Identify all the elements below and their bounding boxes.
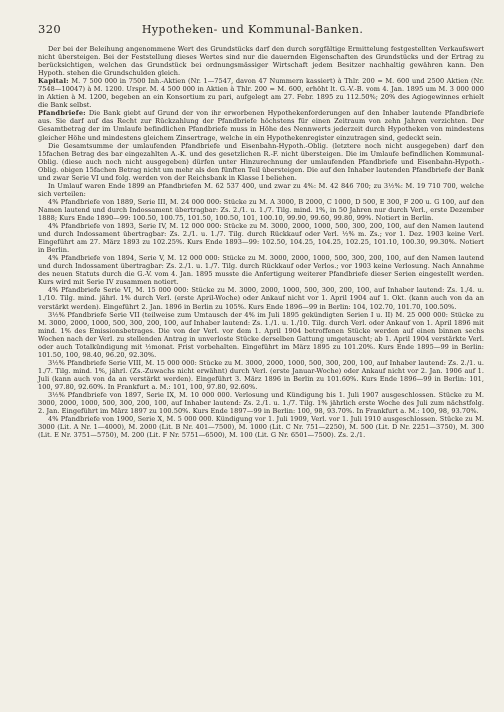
paragraph-series-viii	[38, 359, 484, 391]
paragraph-text: 4% Pfandbriefe von 1893, Serie IV, M. 12 000 000: Stücke zu M. 3000, 2000, 1000, 500, 300, 200, 100, auf den Namen lautend und durch Indossament übertragbar: Zs. 2./1. u. 1./7. Tilg. durch Rückkauf oder Verl. ½% m. Zs.; vor 1. Dez. 1903 keine Verl. Eingeführt am 27. März 1893 zu 102.25%. Kurs Ende 1893—99: 102.50, 104.25, 104.25, 102.25, 101.10, 100.30, 99.30%. Notiert in Berlin.	[38, 222, 484, 255]
paragraph-valuation	[38, 45, 484, 77]
body-text	[38, 45, 484, 439]
paragraph-series-vii	[38, 311, 484, 359]
paragraph-text: M. 7 500 000 in 7500 Inh.-Aktien (Nr. 1—7547, davon 47 Nummern kassiert) à Thlr. 200 = M. 600 und 2500 Aktien (Nr. 7548—10047) à M. 1200. Urspr. M. 4 500 000 in Aktien à Thlr. 200 = M. 600, erhöht lt. G.-V.-B. vom 4. Jan. 1895 um M. 3 000 000 in Aktien à M. 1200, begeben an ein Konsortium zu pari, aufgelegt am 27. Febr. 1895 zu 112.50%; 20% des Agiogewinnes erhielt die Bank selbst.	[38, 77, 484, 110]
page-number: 320	[38, 22, 62, 36]
paragraph-limits	[38, 142, 484, 182]
paragraph-series-iv	[38, 222, 484, 254]
paragraph-series-v	[38, 254, 484, 286]
paragraph-text: In Umlauf waren Ende 1899 an Pfandbriefen M. 62 537 400, und zwar zu 4%: M. 42 846 700; zu 3½%: M. 19 710 700, welche sich verteilen:	[38, 181, 484, 198]
paragraph-text: 4% Pfandbriefe von 1889, Serie III, M. 24 000 000: Stücke zu M. A 3000, B 2000, C 1000, D 500, E 300, F 200 u. G 100, auf den Namen lautend und durch Indossament übertragbar: Zs. 2./1. u. 1./7. Tilg. mind. 1%, in 50 Jahren nur durch Verl., erste Dezember 1888; Kurs Ende 1890—99: 100.50, 100.75, 101.50, 100.50, 101, 100.10, 99.90, 99.60, 99.80, 99%. Notiert in Berlin.	[38, 197, 484, 222]
paragraph-text: 4% Pfandbriefe von 1894, Serie V, M. 12 000 000: Stücke zu M. 3000, 2000, 1000, 500, 300, 200, 100, auf den Namen lautend und durch Indossament übertragbar: Zs. 2./1. u. 1./7. Tilg. durch Rückkauf oder Verlos.; vor 1903 keine Verlosung. Nach Annahme des neuen Statuts durch die G.-V. vom 4. Jan. 1895 musste die Anfertigung weiterer Pfandbriefe dieser Serien eingestellt werden. Kurs wird mit Serie IV zusammen notiert.	[38, 254, 484, 287]
paragraph-text: Die Gesamtsumme der umlaufenden Pfandbriefe und Eisenbahn-Hypoth.-Oblig. (letztere noch nicht ausgegeben) darf den 15fachen Betrag des bar eingezahlten A.-K. und des gesetzlichen R.-F. nicht übersteigen. Die im Umlaufe befindlichen Kommunal-Oblig. (diese auch noch nicht ausgegeben) dürfen unter Hinzurechnung der umlaufenden Pfandbriefe und Eisenbahn-Hypoth.-Oblig. obigen 15fachen Betrag nicht um mehr als den fünften Teil übersteigen. Die auf den Inhaber lautenden Pfandbriefe der Bank und zwar Serie VI und folg. werden von der Reichsbank in Klasse I beliehen.	[38, 141, 484, 182]
paragraph-text: Der bei der Beleihung angenommene Wert des Grundstücks darf den durch sorgfältige Ermittelung festgestellten Verkaufswert nicht übersteigen. Bei der Feststellung dieses Wertes sind nur die dauernden Eigenschaften des Grundstücks und der Ertrag zu berücksichtigen, welchen das Grundstück bei ordnungsmässiger Wirtschaft jedem Besitzer nachhaltig gewähren kann. Den Hypoth. stehen die Grundschulden gleich.	[38, 45, 484, 78]
section-label-capital: Kapital:	[38, 77, 69, 86]
page-header	[38, 22, 484, 36]
paragraph-capital	[38, 77, 484, 109]
paragraph-text: Die Bank giebt auf Grund der von ihr erworbenen Hypothekenforderungen auf den Inhaber lautende Pfandbriefe aus. Sie darf auf das Recht zur Rückzahlung der Pfandbriefe höchstens für einen Zeitraum von zehn Jahren verzichten. Der Gesamtbetrag der im Umlaufe befindlichen Pfandbriefe muss in Höhe des Nennwerts jederzeit durch Hypotheken von mindestens gleicher Höhe und mindestens gleichem Zinsertrage, welche in ein Hypothekenregister einzutragen sind, gedeckt sein.	[38, 109, 484, 142]
paragraph-text: 3½% Pfandbriefe Serie VIII, M. 15 000 000: Stücke zu M. 3000, 2000, 1000, 500, 300, 200, 100, auf Inhaber lautend: Zs. 2./1. u. 1./7. Tilg. mind. 1%, jährl. (Zs.-Zuwachs nicht erwähnt) durch Verl. (erste Januar-Woche) oder Ankauf nicht vor 2. Jan. 1906 auf 1. Juli (kann auch von da an verstärkt werden). Eingeführt 3. März 1896 in Berlin zu 101.60%. Kurs Ende 1896—99 in Berlin: 101, 100, 97.80, 92.60%. In Frankfurt a. M.: 101, 100, 97.80, 92.60%.	[38, 358, 484, 391]
paragraph-series-vi	[38, 286, 484, 310]
paragraph-text: 3½% Pfandbriefe von 1897, Serie IX, M. 10 000 000. Verlosung und Kündigung bis 1. Juli 1907 ausgeschlossen. Stücke zu M. 3000, 2000, 1000, 500, 300, 200, 100, auf Inhaber lautend: Zs. 2./1. u. 1./7. Tilg. 1% jährlich erste Woche des Juli zum nächstfolg. 2. Jan. Eingeführt im März 1897 zu 100.50%. Kurs Ende 1897—99 in Berlin: 100, 98, 93.70%. In Frankfurt a. M.: 100, 98, 93.70%.	[38, 391, 484, 416]
running-title: Hypotheken- und Kommunal-Banken.	[141, 23, 364, 36]
paragraph-circulation	[38, 182, 484, 198]
paragraph-text: 4% Pfandbriefe Serie VI, M. 15 000 000: Stücke zu M. 3000, 2000, 1000, 500, 300, 200, 100, auf Inhaber lautend: Zs. 1./4. u. 1./10. Tilg. mind. jährl. 1% durch Verl. (erste April-Woche) oder Ankauf nicht vor 1. April 1904 auf 1. Okt. (kann auch von da an verstärkt werden). Eingeführt 2. Jan. 1896 in Berlin zu 105%. Kurs Ende 1896—99 in Berlin: 104, 102.70, 101.70, 100.50%.	[38, 286, 484, 311]
section-label-pfandbriefe: Pfandbriefe:	[38, 109, 86, 118]
paragraph-series-iii	[38, 198, 484, 222]
paragraph-series-ix	[38, 391, 484, 415]
paragraph-pfandbriefe	[38, 109, 484, 141]
paragraph-text: 4% Pfandbriefe von 1900, Serie X, M. 5 000 000. Kündigung vor 1. Juli 1909, Verl. vor 1. Juli 1910 ausgeschlossen. Stücke zu M. 3000 (Lit. A Nr. 1—4000), M. 2000 (Lit. B Nr. 401—7500), M. 1000 (Lit. C Nr. 751—2250), M. 500 (Lit. D Nr. 2251—3750), M. 300 (Lit. E Nr. 3751—5750), M. 200 (Lit. F Nr. 5751—6500), M. 100 (Lit. G Nr. 6501—7500). Zs. 2./1.	[38, 415, 484, 440]
paragraph-series-x	[38, 415, 484, 439]
paragraph-text: 3½% Pfandbriefe Serie VII (teilweise zum Umtausch der 4% im Juli 1895 gekündigten Serien I u. II) M. 25 000 000: Stücke zu M. 3000, 2000, 1000, 500, 300, 200, 100, auf Inhaber lautend: Zs. 1./1. u. 1./10. Tilg. durch Verl. oder Ankauf von 1. April 1896 mit mind. 1% des Emissionsbetrages. Die von der Verl. vor dem 1. April 1904 betroffenen Stücke werden auf einen binnen sechs Wochen nach der Verl. zu stellenden Antrag in unverloste Stücke derselben Gattung umgetauscht; ab 1. April 1904 verstärkte Verl. oder auch Totalkündigung mit ½monat. Frist vorbehalten. Eingeführt im März 1895 zu 101.20%. Kurs Ende 1895—99 in Berlin: 101.50, 100, 98.40, 96.20, 92.30%.	[38, 310, 484, 359]
